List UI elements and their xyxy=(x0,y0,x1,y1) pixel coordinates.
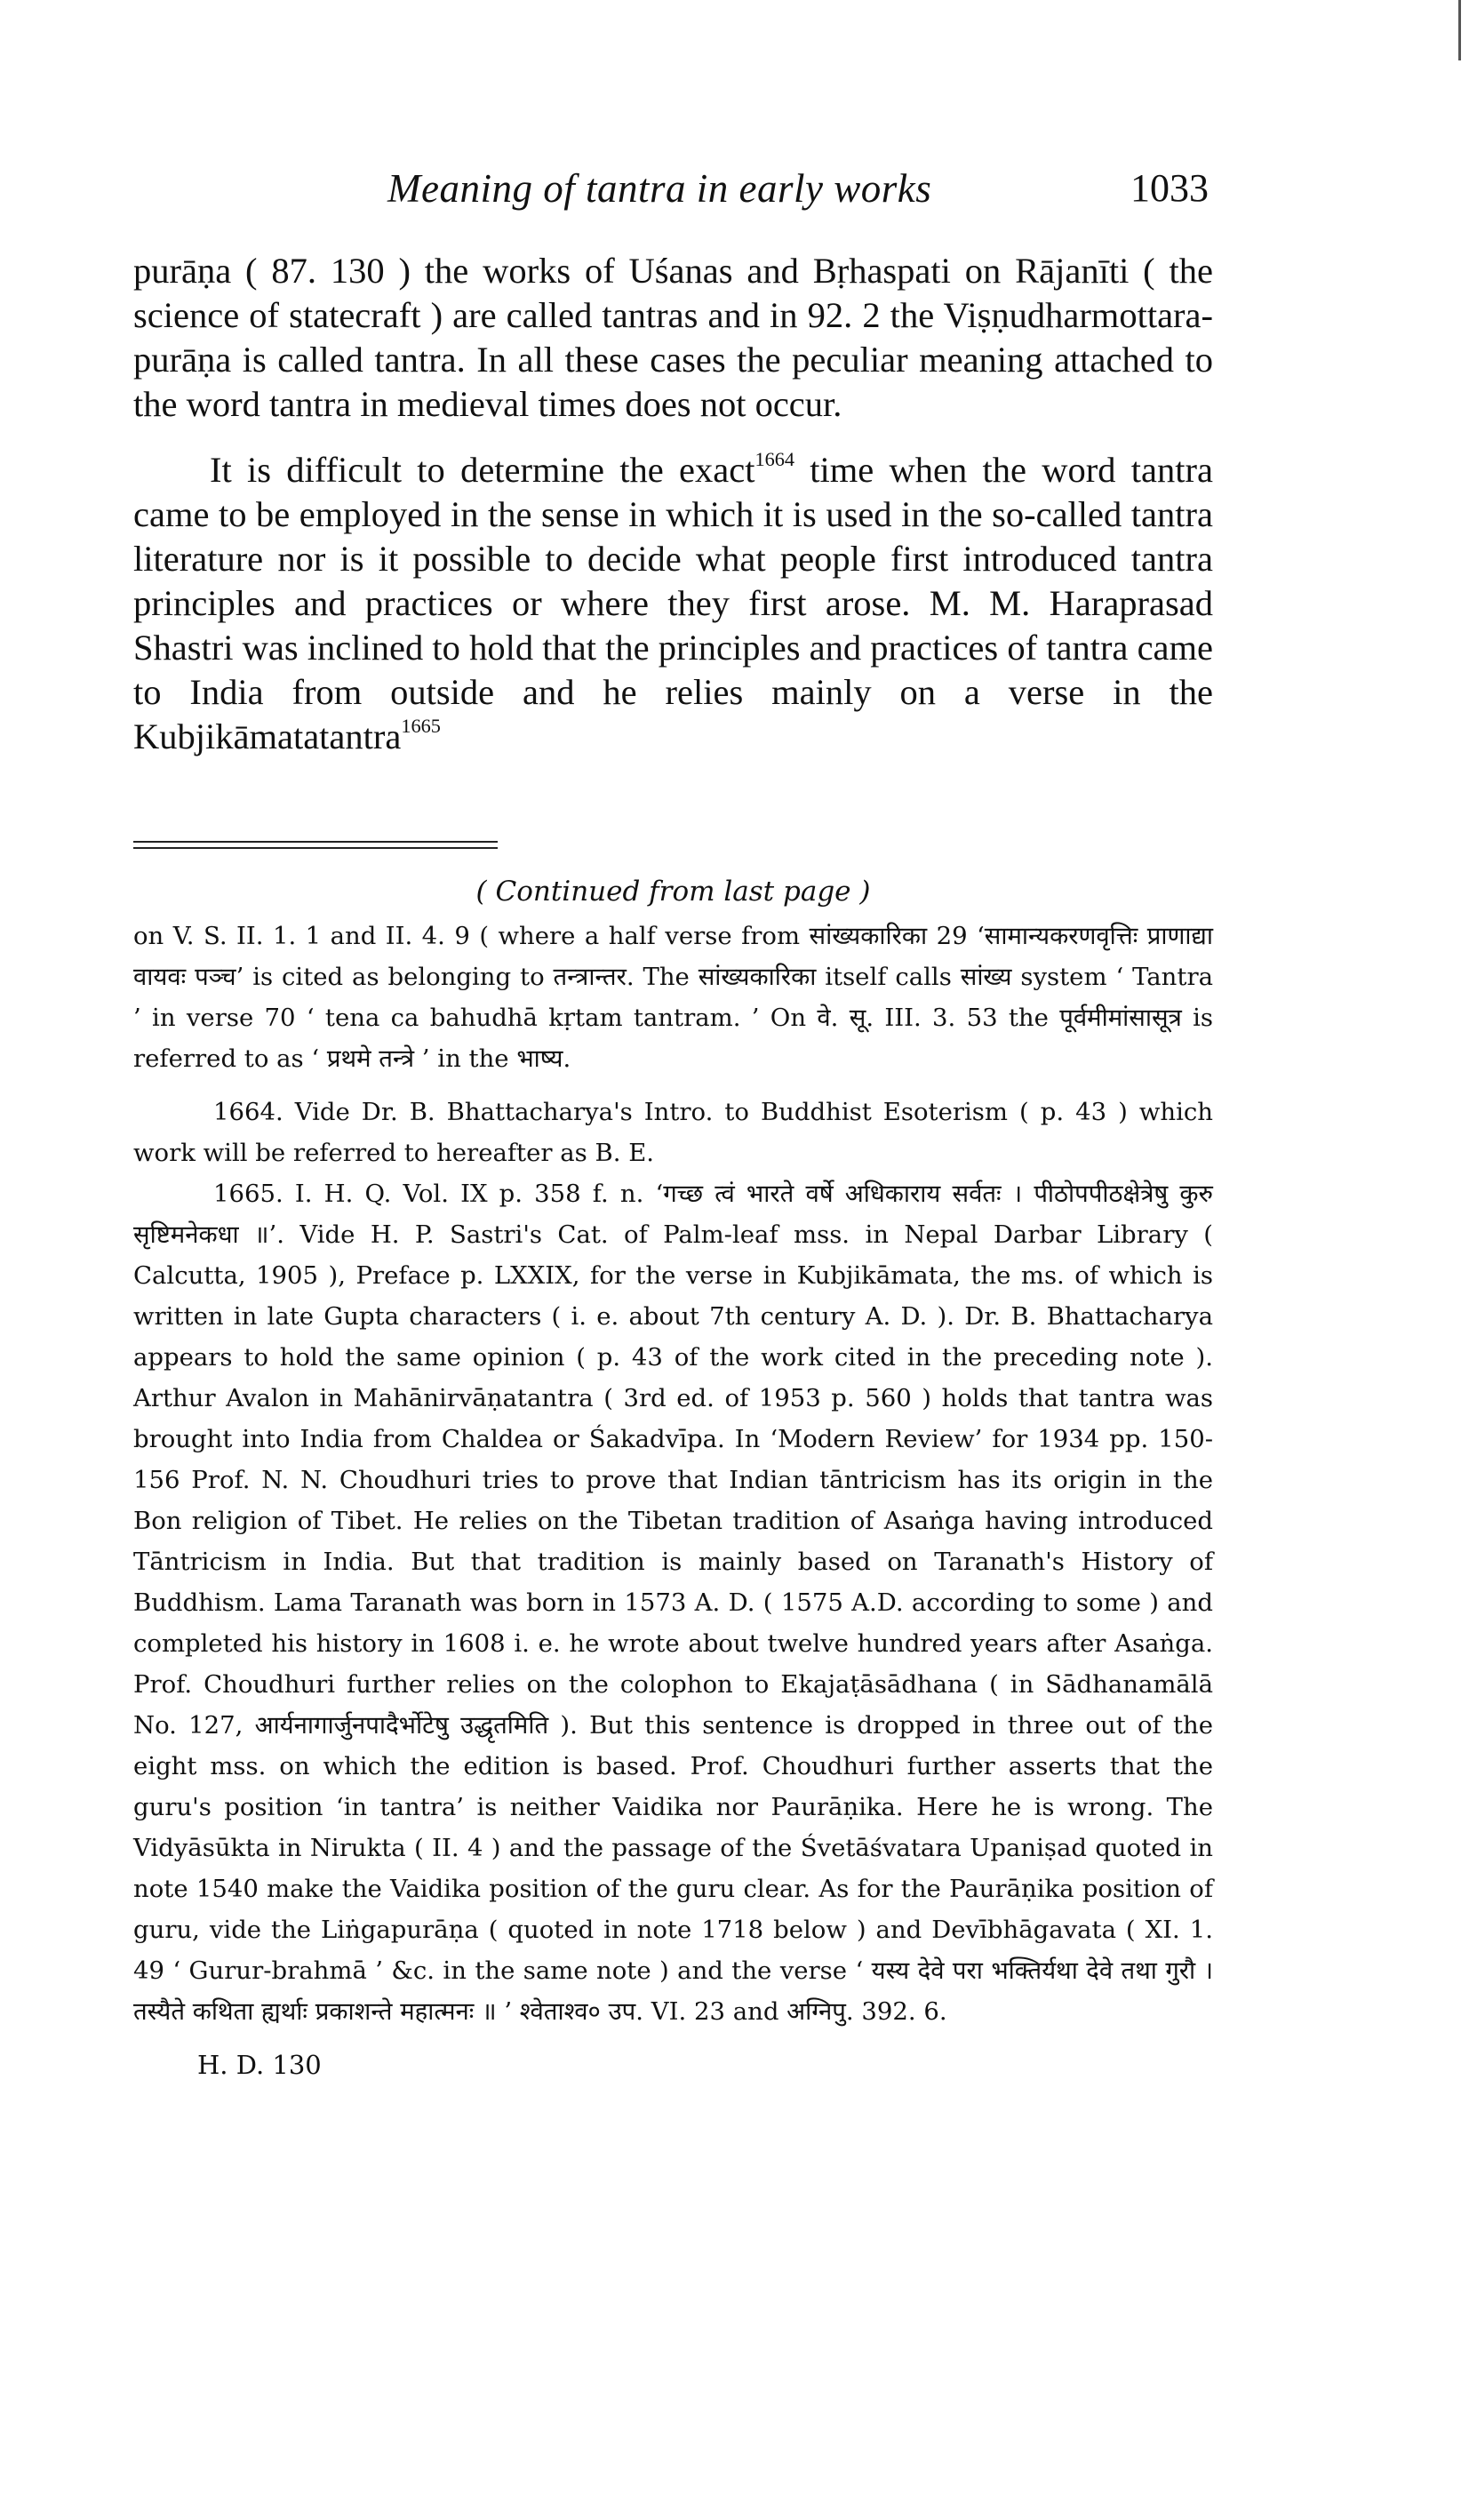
page-number: 1033 xyxy=(1130,166,1209,210)
paragraph-1: purāṇa ( 87. 130 ) the works of Uśanas and Bṛhaspati on Rājanīti ( the science of statecraft ) are called tantras and in 92. 2 the Viṣṇudharmottara-purāṇa is called tantra. In all these cases the peculiar meaning attached to the word tantra in medieval times does not occur. xyxy=(133,251,1213,424)
footnote-1665: 1665. I. H. Q. Vol. IX p. 358 f. n. ‘गच्छ त्वं भारते वर्षे अधिकाराय सर्वतः । पीठोपपीठक्षेत्रेषु कुरु सृष्टिमनेकधा ॥’. Vide H. P. Sastri's Cat. of Palm-leaf mss. in Nepal Darbar Library ( Calcutta, 1905 ), Preface p. LXXIX, for the verse in Kubjikāmata, the ms. of which is written in late Gupta characters ( i. e. about 7th century A. D. ). Dr. B. Bhattacharya appears to hold the same opinion ( p. 43 of the work cited in the preceding note ). Arthur Avalon in Mahānirvāṇatantra ( 3rd ed. of 1953 p. 560 ) holds that tantra was brought into India from Chaldea or Śakadvīpa. In ‘Modern Review’ for 1934 pp. 150-156 Prof. N. N. Choudhuri tries to prove that Indian tāntricism has its origin in the Bon religion of Tibet. He relies on the Tibetan tradition of Asaṅga having introduced Tāntricism in India. But that tradition is mainly based on Taranath's History of Buddhism. Lama Taranath was born in 1573 A. D. ( 1575 A.D. according to some ) and completed his history in 1608 i. e. he wrote about twelve hundred years after Asaṅga. Prof. Choudhuri further relies on the colophon to Ekajaṭāsādhana ( in Sādhanamālā No. 127, आर्यनागार्जुनपादैर्भोटेषु उद्धृतमिति ). But this sentence is dropped in three out of the eight mss. on which the edition is based. Prof. Choudhuri further asserts that the guru's position ‘in tantra’ is neither Vaidika nor Paurāṇika. Here he is wrong. The Vidyāsūkta in Nirukta ( II. 4 ) and the passage of the Śvetāśvatara Upaniṣad quoted in note 1540 make the Vaidika position of the guru clear. As for the Paurāṇika position of guru, vide the Liṅgapurāṇa ( quoted in note 1718 below ) and Devībhāgavata ( XI. 1. 49 ‘ Gurur-brahmā ’ &c. in the same note ) and the verse ‘ यस्य देवे परा भक्तिर्यथा देवे तथा गुरौ । तस्यैते कथिता ह्यर्थाः प्रकाशन्ते महात्मनः ॥ ’ श्वेताश्व० उप. VI. 23 and अग्निपु. 392. 6. xyxy=(133,1180,1213,2026)
continued-label: ( Continued from last page ) xyxy=(475,876,871,908)
paragraph-2-text-a: It is difficult to determine the exact xyxy=(210,450,755,490)
continued-footnote: on V. S. II. 1. 1 and II. 4. 9 ( where a half verse from सांख्यकारिका 29 ‘सामान्यकरणवृत्तिः प्राणाद्या वायवः पञ्च’ is cited as belonging to तन्त्रान्तर. The सांख्यकारिका itself calls सांख्य system ‘ Tantra ’ in verse 70 ‘ tena ca bahudhā kṛtam tantram. ’ On वे. सू. III. 3. 53 the पूर्वमीमांसासूत्र is referred to as ‘ प्रथमे तन्त्रे ’ in the भाष्य. xyxy=(133,922,1213,1073)
paragraph-2 xyxy=(133,448,1213,759)
page-header xyxy=(133,165,1209,222)
main-text xyxy=(133,249,1213,759)
footnotes xyxy=(133,871,1213,2085)
footnote-1664: 1664. Vide Dr. B. Bhattacharya's Intro. to Buddhist Esoterism ( p. 43 ) which work will be referred to hereafter as B. E. xyxy=(133,1098,1213,1167)
running-title: Meaning of tantra in early works xyxy=(387,166,932,211)
signature-mark: H. D. 130 xyxy=(197,2050,322,2080)
paragraph-2-text-b: time when the word tantra came to be employed in the sense in which it is used in the so-called tantra literature nor is it possible to decide what people first introduced tantra principles and practices or where they first arose. M. M. Haraprasad Shastri was inclined to hold that the principles and practices of tantra came to India from outside and he relies mainly on a verse in the Kubjikāmatatantra xyxy=(133,450,1213,756)
footnote-separator xyxy=(133,841,498,853)
footnote-ref-1665: 1665 xyxy=(401,715,441,738)
footnote-ref-1664: 1664 xyxy=(754,448,794,471)
page-edge-mark xyxy=(1458,0,1461,60)
